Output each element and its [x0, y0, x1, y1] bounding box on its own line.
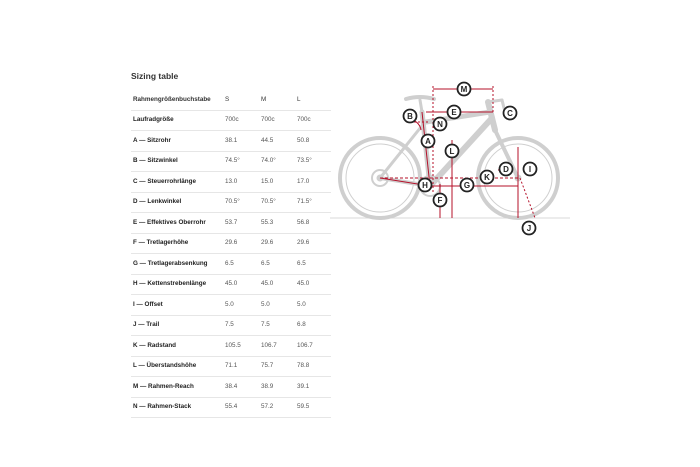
row-label: A — Sitzrohr — [131, 131, 223, 152]
row-value: 29.6 — [223, 233, 259, 254]
row-value: 45.0 — [259, 274, 295, 295]
row-value: 6.5 — [223, 254, 259, 275]
row-label: L — Überstandshöhe — [131, 356, 223, 377]
row-value: 50.8 — [295, 131, 331, 152]
row-value: 13.0 — [223, 172, 259, 193]
table-header-row — [131, 90, 331, 110]
marker-label: G — [463, 181, 471, 190]
row-value: 6.5 — [259, 254, 295, 275]
row-label: F — Tretlagerhöhe — [131, 233, 223, 254]
table-row — [131, 254, 331, 275]
row-value: 700c — [223, 110, 259, 131]
table-row — [131, 213, 331, 234]
row-label: E — Effektives Oberrohr — [131, 213, 223, 234]
marker-label: E — [451, 108, 457, 117]
row-value: 106.7 — [295, 336, 331, 357]
row-value: 75.7 — [259, 356, 295, 377]
table-row — [131, 377, 331, 398]
marker-label: D — [503, 165, 509, 174]
table-row — [131, 151, 331, 172]
row-value: 29.6 — [295, 233, 331, 254]
row-value: 74.0° — [259, 151, 295, 172]
marker-label: K — [484, 173, 490, 182]
sizing-table — [131, 90, 331, 418]
row-value: 56.8 — [295, 213, 331, 234]
table-row — [131, 172, 331, 193]
row-label: J — Trail — [131, 315, 223, 336]
row-value: 44.5 — [259, 131, 295, 152]
marker-label: I — [528, 165, 532, 174]
table-row — [131, 397, 331, 418]
marker-label: N — [437, 120, 443, 129]
row-value: 55.3 — [259, 213, 295, 234]
marker-j — [523, 222, 536, 235]
header-label: Rahmengrößenbuchstabe — [131, 90, 223, 110]
marker-a — [422, 135, 435, 148]
row-value: 45.0 — [223, 274, 259, 295]
row-label: H — Kettenstrebenlänge — [131, 274, 223, 295]
row-value: 39.1 — [295, 377, 331, 398]
row-value: 73.5° — [295, 151, 331, 172]
table-row — [131, 295, 331, 316]
table-row — [131, 192, 331, 213]
marker-n — [434, 118, 447, 131]
marker-label: H — [422, 181, 428, 190]
row-label: D — Lenkwinkel — [131, 192, 223, 213]
row-value: 55.4 — [223, 397, 259, 418]
row-value: 6.8 — [295, 315, 331, 336]
row-value: 78.8 — [295, 356, 331, 377]
marker-label: L — [449, 147, 455, 156]
marker-d — [500, 163, 513, 176]
header-size-l: L — [295, 90, 331, 110]
row-label: B — Sitzwinkel — [131, 151, 223, 172]
marker-label: C — [507, 109, 513, 118]
row-value: 7.5 — [259, 315, 295, 336]
row-value: 38.1 — [223, 131, 259, 152]
table-row — [131, 356, 331, 377]
table-row — [131, 110, 331, 131]
header-size-m: M — [259, 90, 295, 110]
row-value: 6.5 — [295, 254, 331, 275]
row-value: 7.5 — [223, 315, 259, 336]
marker-label: M — [460, 85, 468, 94]
table-row — [131, 336, 331, 357]
row-value: 29.6 — [259, 233, 295, 254]
row-label: G — Tretlagerabsenkung — [131, 254, 223, 275]
row-label: K — Radstand — [131, 336, 223, 357]
row-value: 38.4 — [223, 377, 259, 398]
row-value: 17.0 — [295, 172, 331, 193]
row-value: 71.1 — [223, 356, 259, 377]
header-size-s: S — [223, 90, 259, 110]
marker-b — [404, 110, 417, 123]
row-value: 70.5° — [259, 192, 295, 213]
sizing-table-title: Sizing table — [131, 71, 179, 81]
row-value: 5.0 — [259, 295, 295, 316]
table-row — [131, 315, 331, 336]
row-value: 106.7 — [259, 336, 295, 357]
row-label: N — Rahmen-Stack — [131, 397, 223, 418]
row-value: 70.5° — [223, 192, 259, 213]
table-row — [131, 233, 331, 254]
row-value: 71.5° — [295, 192, 331, 213]
marker-m — [458, 83, 471, 96]
marker-e — [448, 106, 461, 119]
row-value: 57.2 — [259, 397, 295, 418]
row-value: 5.0 — [295, 295, 331, 316]
marker-k — [481, 171, 494, 184]
marker-f — [434, 194, 447, 207]
marker-c — [504, 107, 517, 120]
marker-h — [419, 179, 432, 192]
marker-i — [524, 163, 537, 176]
row-value: 700c — [259, 110, 295, 131]
marker-label: F — [437, 196, 443, 205]
bike-geometry-diagram — [330, 72, 575, 237]
row-value: 59.5 — [295, 397, 331, 418]
row-value: 105.5 — [223, 336, 259, 357]
marker-label: B — [407, 112, 413, 121]
marker-label: A — [425, 137, 431, 146]
row-value: 74.5° — [223, 151, 259, 172]
row-value: 45.0 — [295, 274, 331, 295]
row-value: 700c — [295, 110, 331, 131]
marker-label: J — [526, 224, 532, 233]
row-label: C — Steuerrohrlänge — [131, 172, 223, 193]
row-value: 53.7 — [223, 213, 259, 234]
row-value: 15.0 — [259, 172, 295, 193]
row-label: M — Rahmen-Reach — [131, 377, 223, 398]
table-row — [131, 131, 331, 152]
marker-l — [446, 145, 459, 158]
row-label: I — Offset — [131, 295, 223, 316]
table-row — [131, 274, 331, 295]
row-label: Laufradgröße — [131, 110, 223, 131]
row-value: 38.9 — [259, 377, 295, 398]
marker-g — [461, 179, 474, 192]
row-value: 5.0 — [223, 295, 259, 316]
